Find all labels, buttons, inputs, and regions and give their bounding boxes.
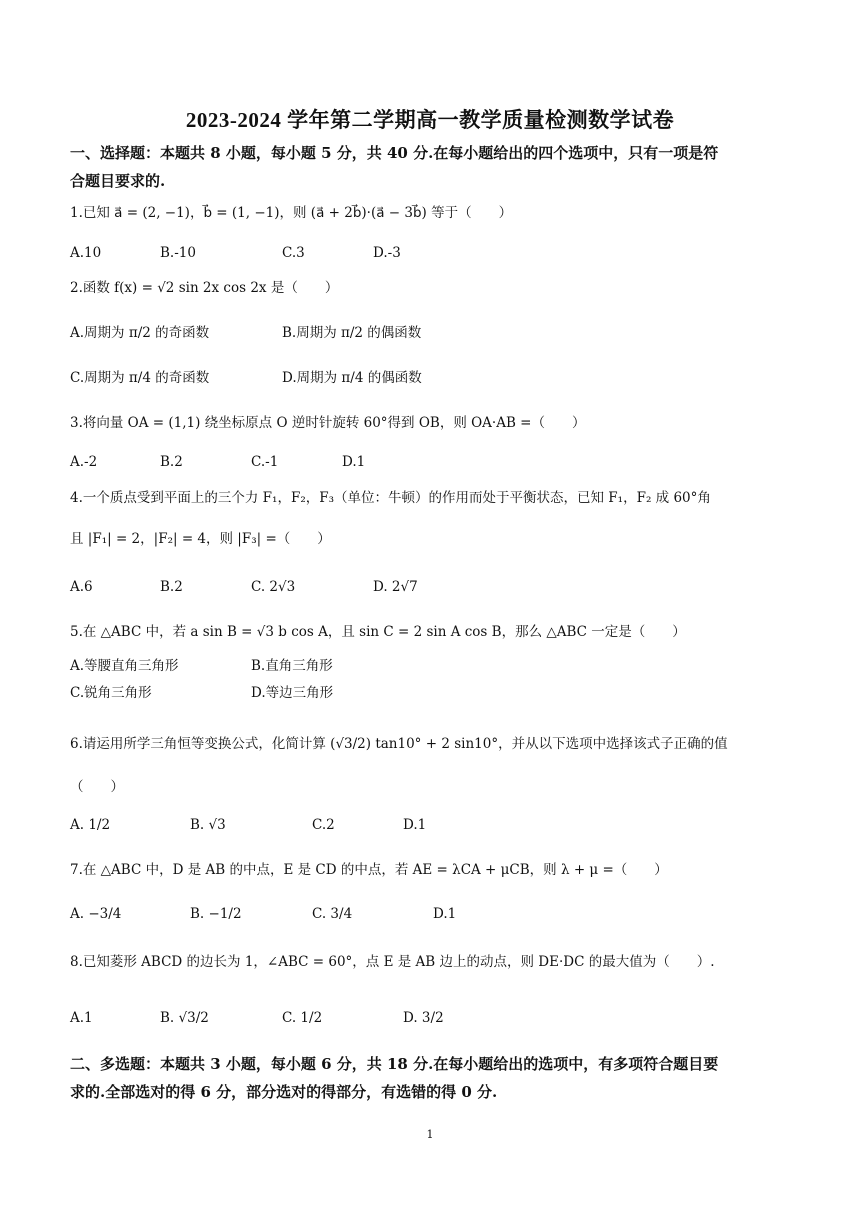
question-2-option-c[interactable]: C.周期为 π/4 的奇函数: [70, 370, 210, 386]
question-2-option-b[interactable]: B.周期为 π/2 的偶函数: [282, 325, 422, 341]
question-1-option-c[interactable]: C.3: [282, 245, 305, 261]
question-5-option-b[interactable]: B.直角三角形: [251, 658, 333, 674]
question-4-option-b[interactable]: B.2: [160, 579, 183, 595]
question-8-option-d[interactable]: D. 3/2: [403, 1010, 444, 1026]
question-3-option-d[interactable]: D.1: [342, 454, 366, 470]
question-5-option-c[interactable]: C.锐角三角形: [70, 685, 152, 701]
section-1-heading-line1: 一、选择题：本题共 8 小题，每小题 5 分，共 40 分.在每小题给出的四个选项中，只有一项是符: [70, 144, 719, 162]
section-2-heading-line2: 求的.全部选对的得 6 分，部分选对的得部分，有选错的得 0 分.: [70, 1083, 498, 1101]
question-4-option-c[interactable]: C. 2√3: [251, 579, 296, 595]
section-2-heading: [70, 1050, 800, 1106]
question-3-option-a[interactable]: A.-2: [70, 454, 98, 470]
question-3-option-c[interactable]: C.-1: [251, 454, 279, 470]
question-1-option-a[interactable]: A.10: [70, 245, 102, 261]
question-6-option-a[interactable]: A. 1/2: [70, 817, 111, 833]
question-1-option-d[interactable]: D.-3: [373, 245, 401, 261]
section-2-heading-line1: 二、多选题：本题共 3 小题，每小题 6 分，共 18 分.在每小题给出的选项中，有多项符合题目要: [70, 1055, 719, 1073]
section-1-heading: [70, 139, 800, 195]
question-6-option-c[interactable]: C.2: [312, 817, 335, 833]
question-7-option-d[interactable]: D.1: [433, 906, 457, 922]
question-1-option-b[interactable]: B.-10: [160, 245, 196, 261]
exam-title: 2023-2024 学年第二学期高一教学质量检测数学试卷: [185, 108, 675, 132]
question-4-line1: 4.一个质点受到平面上的三个力 F₁，F₂，F₃（单位：牛顿）的作用而处于平衡状态，已知 F₁，F₂ 成 60°角: [70, 490, 711, 506]
question-4-line2: 且 |F₁| = 2，|F₂| = 4，则 |F₃| =（ ）: [70, 531, 331, 547]
page-number: 1: [426, 1128, 434, 1141]
question-8-option-b[interactable]: B. √3/2: [160, 1010, 209, 1026]
question-2: 2.函数 f(x) = √2 sin 2x cos 2x 是（ ）: [70, 280, 339, 296]
question-2-option-d[interactable]: D.周期为 π/4 的偶函数: [282, 370, 422, 386]
question-6-line2: （ ）: [70, 779, 124, 795]
question-6-line1: 6.请运用所学三角恒等变换公式，化简计算 (√3/2) tan10° + 2 sin10°，并从以下选项中选择该式子正确的值: [70, 736, 728, 752]
question-3: 3.将向量 OA = (1,1) 绕坐标原点 O 逆时针旋转 60°得到 OB，则 OA·AB =（ ）: [70, 415, 586, 431]
question-8: 8.已知菱形 ABCD 的边长为 1，∠ABC = 60°，点 E 是 AB 边上的动点，则 DE·DC 的最大值为（ ）.: [70, 954, 715, 970]
question-5: 5.在 △ABC 中，若 a sin B = √3 b cos A，且 sin C = 2 sin A cos B，那么 △ABC 一定是（ ）: [70, 624, 686, 640]
question-5-option-a[interactable]: A.等腰直角三角形: [70, 658, 179, 674]
question-6-option-d[interactable]: D.1: [403, 817, 427, 833]
question-8-option-a[interactable]: A.1: [70, 1010, 93, 1026]
section-1-heading-line2: 合题目要求的.: [70, 172, 166, 190]
question-2-option-a[interactable]: A.周期为 π/2 的奇函数: [70, 325, 210, 341]
question-3-option-b[interactable]: B.2: [160, 454, 183, 470]
question-4-option-a[interactable]: A.6: [70, 579, 93, 595]
question-7-option-a[interactable]: A. −3/4: [70, 906, 122, 922]
question-4-option-d[interactable]: D. 2√7: [373, 579, 418, 595]
question-1: 1.已知 a⃗ = (2, −1)，b⃗ = (1, −1)，则 (a⃗ + 2b⃗)·(a⃗ − 3b⃗) 等于（ ）: [70, 205, 513, 221]
question-7-option-c[interactable]: C. 3/4: [312, 906, 353, 922]
question-6-option-b[interactable]: B. √3: [190, 817, 226, 833]
question-7: 7.在 △ABC 中，D 是 AB 的中点，E 是 CD 的中点，若 AE = λCA + μCB，则 λ + μ =（ ）: [70, 862, 668, 878]
question-5-option-d[interactable]: D.等边三角形: [251, 685, 334, 701]
question-8-option-c[interactable]: C. 1/2: [282, 1010, 323, 1026]
question-7-option-b[interactable]: B. −1/2: [190, 906, 242, 922]
